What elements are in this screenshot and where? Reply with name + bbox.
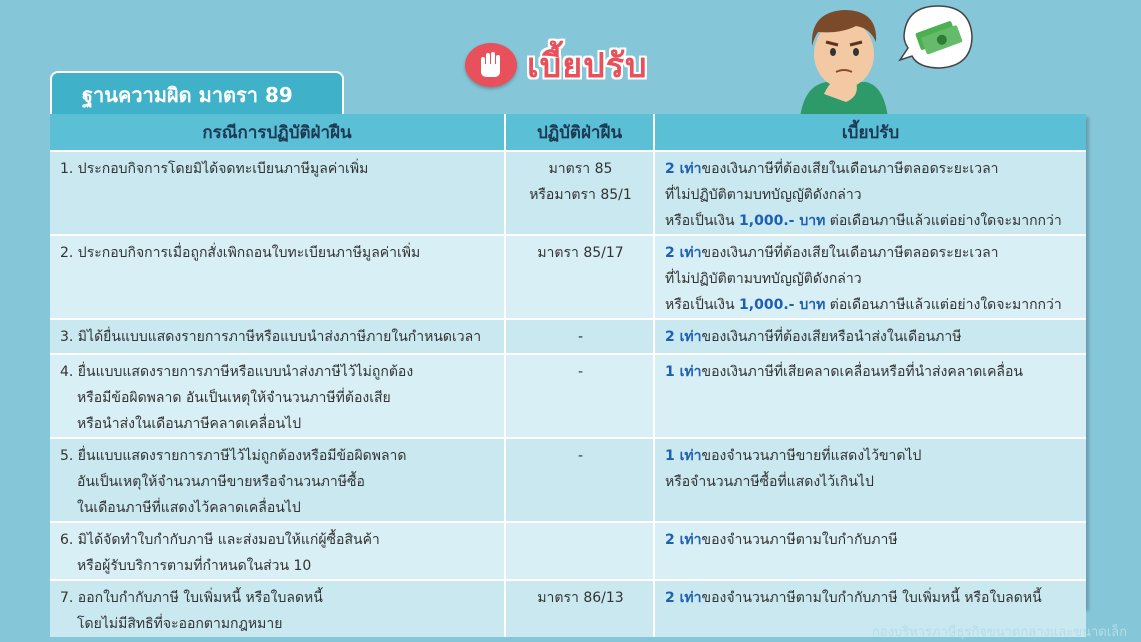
section-cell: มาตรา 85 หรือมาตรา 85/1: [505, 151, 654, 235]
page-title: เบี้ยปรับ: [527, 46, 648, 86]
table-row: [50, 235, 1086, 319]
table-row: [50, 354, 1086, 438]
case-cell: 2. ประกอบกิจการเมื่อถูกสั่งเพิกถอนใบทะเบียนภาษีมูลค่าเพิ่ม: [50, 235, 505, 319]
case-cell: 4. ยื่นแบบแสดงรายการภาษีหรือแบบนำส่งภาษีไว้ไม่ถูกต้อง หรือมีข้อผิดพลาด อันเป็นเหตุให้จำนวนภาษีที่ต้องเสีย หรือนำส่งในเดือนภาษีคลาดเคลื่อนไป: [50, 354, 505, 438]
table-row: [50, 522, 1086, 580]
case-cell: 3. มิได้ยื่นแบบแสดงรายการภาษีหรือแบบนำส่งภาษีภายในกำหนดเวลา: [50, 319, 505, 354]
money-thought-bubble-icon: [898, 4, 978, 74]
penalty-cell: 2 เท่าของเงินภาษีที่ต้องเสียในเดือนภาษีตลอดระยะเวลา ที่ไม่ปฏิบัติตามบทบัญญัติดังกล่าว หรือเป็นเงิน 1,000.- บาท ต่อเดือนภาษีแล้วแต่อย่างใดจะมากกว่า: [654, 151, 1086, 235]
penalty-cell: 2 เท่าของจำนวนภาษีตามใบกำกับภาษี ใบเพิ่มหนี้ หรือใบลดหนี้: [654, 580, 1086, 637]
table-row: [50, 438, 1086, 522]
penalty-cell: 1 เท่าของจำนวนภาษีขายที่แสดงไว้ขาดไป หรือจำนวนภาษีซื้อที่แสดงไว้เกินไป: [654, 438, 1086, 522]
section-cell: [505, 522, 654, 580]
case-cell: 7. ออกใบกำกับภาษี ใบเพิ่มหนี้ หรือใบลดหนี้ โดยไม่มีสิทธิที่จะออกตามกฎหมาย: [50, 580, 505, 637]
penalty-cell: 2 เท่าของจำนวนภาษีตามใบกำกับภาษี: [654, 522, 1086, 580]
penalty-cell: 1 เท่าของเงินภาษีที่เสียคลาดเคลื่อนหรือที่นำส่งคลาดเคลื่อน: [654, 354, 1086, 438]
case-cell: 5. ยื่นแบบแสดงรายการภาษีไว้ไม่ถูกต้องหรือมีข้อผิดพลาด อันเป็นเหตุให้จำนวนภาษีขายหรือจำนวนภาษีซื้อ ในเดือนภาษีที่แสดงไว้คลาดเคลื่อนไป: [50, 438, 505, 522]
header-penalty: เบี้ยปรับ: [654, 114, 1086, 151]
penalty-cell: 2 เท่าของเงินภาษีที่ต้องเสียในเดือนภาษีตลอดระยะเวลา ที่ไม่ปฏิบัติตามบทบัญญัติดังกล่าว หรือเป็นเงิน 1,000.- บาท ต่อเดือนภาษีแล้วแต่อย่างใดจะมากกว่า: [654, 235, 1086, 319]
stop-hand-icon: [465, 43, 517, 87]
case-cell: 6. มิได้จัดทำใบกำกับภาษี และส่งมอบให้แก่ผู้ซื้อสินค้า หรือผู้รับบริการตามที่กำหนดในส่วน 10: [50, 522, 505, 580]
penalty-cell: 2 เท่าของเงินภาษีที่ต้องเสียหรือนำส่งในเดือนภาษี: [654, 319, 1086, 354]
section-cell: มาตรา 85/17: [505, 235, 654, 319]
table-row: [50, 151, 1086, 235]
section-cell: -: [505, 354, 654, 438]
section-cell: -: [505, 438, 654, 522]
header-case: กรณีการปฏิบัติฝ่าฝืน: [50, 114, 505, 151]
penalty-table: [50, 114, 1086, 632]
title-group: [465, 38, 648, 92]
table-row: [50, 319, 1086, 354]
header-section: ปฏิบัติฝ่าฝืน: [505, 114, 654, 151]
worried-man-illustration: [796, 6, 891, 118]
section-tab: ฐานความผิด มาตรา 89: [50, 71, 344, 115]
section-cell: -: [505, 319, 654, 354]
footer-watermark: กองบริหารภาษีธุรกิจขนาดกลางและขนาดเล็ก: [871, 625, 1127, 640]
section-cell: มาตรา 86/13: [505, 580, 654, 637]
case-cell: 1. ประกอบกิจการโดยมิได้จดทะเบียนภาษีมูลค่าเพิ่ม: [50, 151, 505, 235]
